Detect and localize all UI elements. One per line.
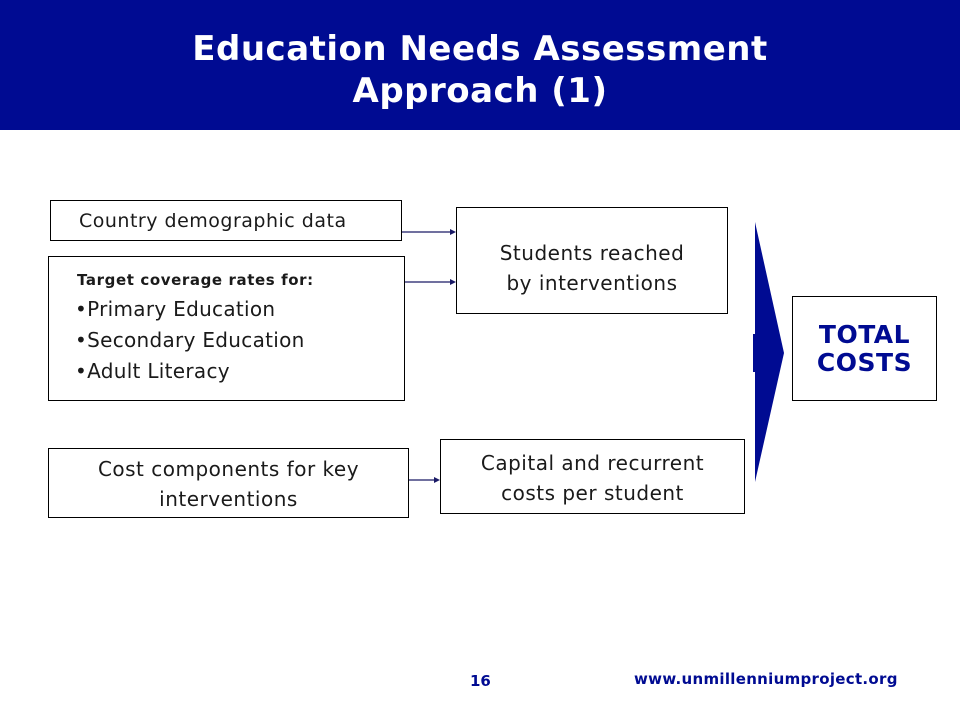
target-item-secondary: •Secondary Education [75,328,305,352]
capital-recurrent-line-2: costs per student [501,481,684,505]
cost-to-capital-arrowhead [434,477,440,483]
students-reached-line-2: by interventions [506,271,678,295]
total-costs-line-1: TOTAL [818,320,911,349]
target-to-students-arrowhead [450,279,456,285]
convergence-arrow-stem [753,334,759,372]
country-demographic-label: Country demographic data [79,210,347,232]
convergence-arrow-icon [755,222,784,482]
page-number: 16 [470,672,491,690]
target-coverage-heading: Target coverage rates for: [77,271,314,289]
country-to-students-arrowhead [450,229,456,235]
total-costs-line-2: COSTS [816,348,913,377]
students-reached-line-1: Students reached [499,241,685,265]
cost-components-line-1: Cost components for key [97,457,360,481]
target-item-primary: •Primary Education [75,297,276,321]
cost-components-line-2: interventions [159,487,298,511]
page-title-line-2: Approach (1) [352,71,608,111]
target-item-adult-literacy: •Adult Literacy [75,359,230,383]
page-title-line-1: Education Needs Assessment [192,29,768,69]
capital-recurrent-line-1: Capital and recurrent [480,451,705,475]
footer-url: www.unmillenniumproject.org [634,670,898,688]
